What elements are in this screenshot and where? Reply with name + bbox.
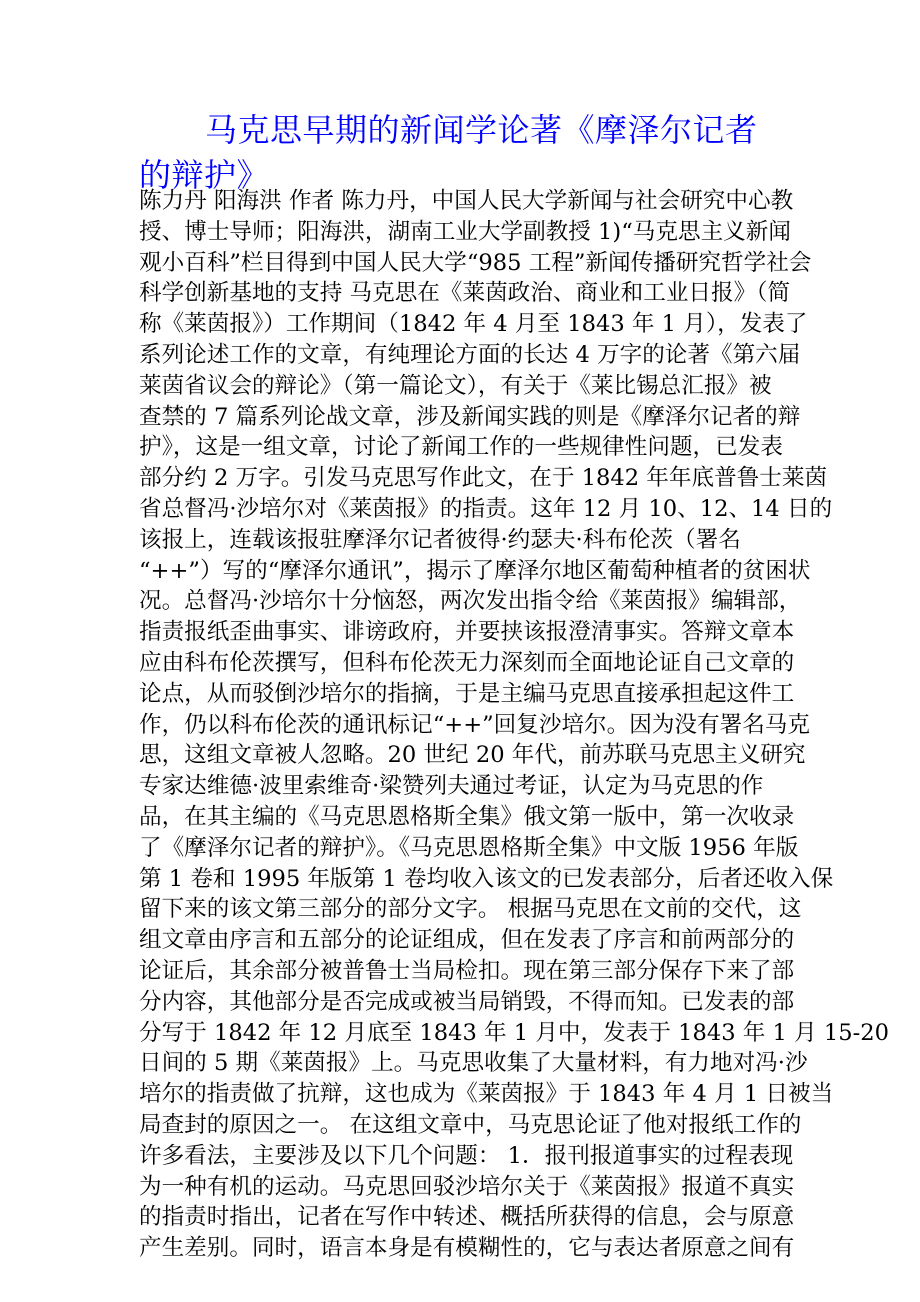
body-text-line: 论点，从而驳倒沙培尔的指摘，于是主编马克思直接承担起这件工 bbox=[139, 680, 795, 707]
document-title: 马克思早期的新闻学论著《摩泽尔记者的辩护》 bbox=[139, 111, 758, 194]
body-text-line: 部分约 2 万字。引发马克思写作此文，在于 1842 年年底普鲁士莱茵 bbox=[139, 465, 828, 492]
body-text-line: 系列论述工作的文章，有纯理论方面的长达 4 万字的论著《第六届 bbox=[139, 341, 801, 368]
body-text-line: 的指责时指出，记者在写作中转述、概括所获得的信息，会与原意 bbox=[139, 1204, 795, 1231]
body-text-line: 局查封的原因之一。 在这组文章中，马克思论证了他对报纸工作的 bbox=[139, 1111, 802, 1138]
body-text-line: 观小百科”栏目得到中国人民大学“985 工程”新闻传播研究哲学社会 bbox=[139, 249, 812, 276]
body-text-line: 科学创新基地的支持 马克思在《莱茵政治、商业和工业日报》（简 bbox=[139, 280, 791, 307]
document-body bbox=[139, 186, 889, 1264]
body-text-line: 产生差别。同时，语言本身是有模糊性的，它与表达者原意之间有 bbox=[139, 1235, 795, 1262]
body-text-line: 论证后，其余部分被普鲁士当局检扣。现在第三部分保存下来了部 bbox=[139, 957, 795, 984]
body-text-line: 培尔的指责做了抗辩，这也成为《莱茵报》于 1843 年 4 月 1 日被当 bbox=[139, 1081, 834, 1108]
body-text-line: 日间的 5 期《莱茵报》上。马克思收集了大量材料，有力地对冯·沙 bbox=[139, 1050, 808, 1077]
body-text-line: “++”）写的“摩泽尔通讯”，揭示了摩泽尔地区葡萄种植者的贫困状 bbox=[139, 557, 811, 584]
body-text-line: 授、博士导师；阳海洪，湖南工业大学副教授 1)“马克思主义新闻 bbox=[139, 218, 791, 245]
body-text-line: 该报上，连载该报驻摩泽尔记者彼得·约瑟夫·科布伦茨（署名 bbox=[139, 526, 741, 553]
body-text-line: 陈力丹 阳海洪 作者 陈力丹，中国人民大学新闻与社会研究中心教 bbox=[139, 188, 794, 214]
body-text-line: 分写于 1842 年 12 月底至 1843 年 1 月中，发表于 1843 年 1 月 15-20 bbox=[139, 1019, 889, 1046]
body-text-line: 了《摩泽尔记者的辩护》。《马克思恩格斯全集》中文版 1956 年版 bbox=[139, 834, 799, 861]
body-text-line: 护》，这是一组文章，讨论了新闻工作的一些规律性问题，已发表 bbox=[139, 434, 783, 461]
body-text-line: 思，这组文章被人忽略。20 世纪 20 年代，前苏联马克思主义研究 bbox=[139, 742, 806, 769]
body-text-line: 莱茵省议会的辩论》（第一篇论文），有关于《莱比锡总汇报》被 bbox=[139, 372, 772, 399]
body-text-line: 品，在其主编的《马克思恩格斯全集》俄文第一版中，第一次收录 bbox=[139, 803, 795, 830]
body-text-line: 专家达维德·波里索维奇·梁赞列夫通过考证，认定为马克思的作 bbox=[139, 773, 764, 800]
body-text-line: 许多看法，主要涉及以下几个问题： 1．报刊报道事实的过程表现 bbox=[139, 1142, 794, 1169]
body-text-line: 留下来的该文第三部分的部分文字。 根据马克思在文前的交代，这 bbox=[139, 896, 802, 923]
body-text-line: 指责报纸歪曲事实、诽谤政府，并要挟该报澄清事实。答辩文章本 bbox=[139, 619, 795, 646]
body-text-line: 况。总督冯·沙培尔十分恼怒，两次发出指令给《莱茵报》编辑部， bbox=[139, 588, 802, 615]
body-text-line: 组文章由序言和五部分的论证组成，但在发表了序言和前两部分的 bbox=[139, 927, 795, 954]
body-text-line: 查禁的 7 篇系列论战文章，涉及新闻实践的则是《摩泽尔记者的辩 bbox=[139, 403, 801, 430]
body-text-line: 为一种有机的运动。马克思回驳沙培尔关于《莱茵报》报道不真实 bbox=[139, 1173, 795, 1200]
body-text-line: 应由科布伦茨撰写，但科布伦茨无力深刻而全面地论证自己文章的 bbox=[139, 649, 795, 676]
body-text-line: 称《莱茵报》）工作期间（1842 年 4 月至 1843 年 1 月），发表了 bbox=[139, 311, 808, 338]
body-text-line: 分内容，其他部分是否完成或被当局销毁，不得而知。已发表的部 bbox=[139, 988, 795, 1015]
body-text-line: 作，仍以科布伦茨的通讯标记“++”回复沙培尔。因为没有署名马克 bbox=[139, 711, 810, 738]
body-text-line: 第 1 卷和 1995 年版第 1 卷均收入该文的已发表部分，后者还收入保 bbox=[139, 865, 834, 892]
body-text-line: 省总督冯·沙培尔对《莱茵报》的指责。这年 12 月 10、12、14 日的 bbox=[139, 495, 833, 522]
